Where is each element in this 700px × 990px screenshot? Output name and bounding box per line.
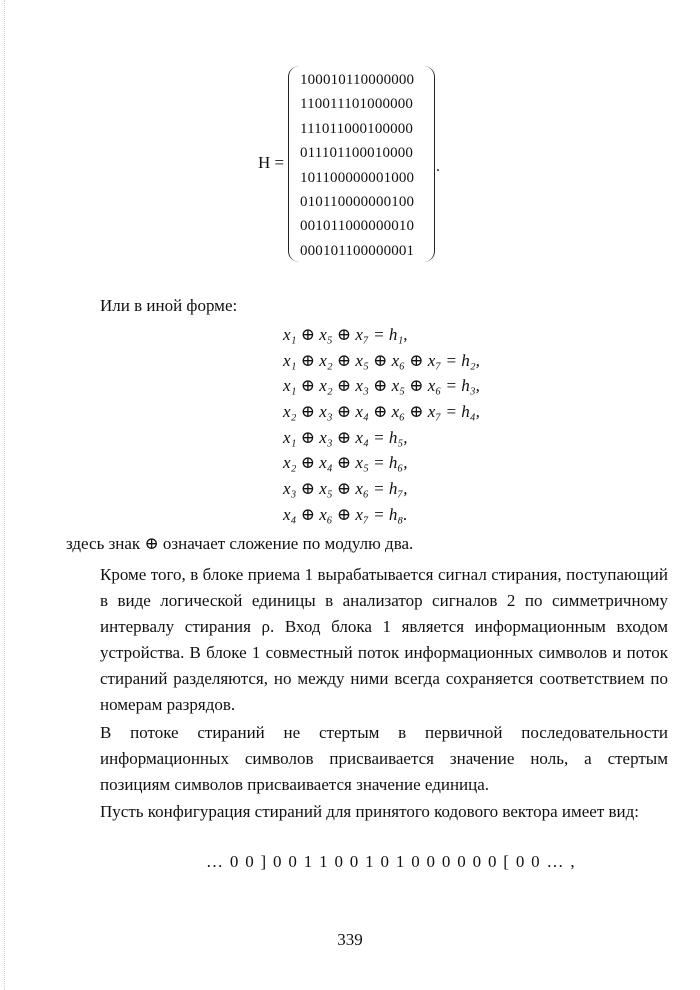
- matrix-row: 000101100000001: [300, 242, 415, 259]
- parity-check-matrix: [258, 62, 458, 266]
- matrix-row: 101100000001000: [300, 169, 415, 186]
- matrix-rows: [300, 68, 414, 263]
- equation: x₁ ⊕ x₂ ⊕ x₃ ⊕ x₅ ⊕ x₆ = h₃,: [283, 376, 480, 396]
- equation: x₁ ⊕ x₅ ⊕ x₇ = h₁,: [283, 325, 408, 344]
- paragraph: Кроме того, в блоке приема 1 вырабатывается сигнал стирания, поступающий в виде логической единицы в анализатор сигналов 2 по симметричному интервалу стирания ρ. Вход блока 1 является информационным входом устройства. В блоке 1 совместный поток информационных символов и поток стираний разделяются, но между ними всегда сохраняется соответствием по номерам разрядов.: [100, 565, 668, 714]
- matrix-row: 100010110000000: [300, 72, 415, 88]
- intro-text: Или в иной форме:: [100, 296, 238, 315]
- page-number: 339: [337, 930, 363, 949]
- equation: x₁ ⊕ x₂ ⊕ x₅ ⊕ x₆ ⊕ x₇ = h₂,: [283, 350, 480, 370]
- page-edge: [4, 0, 5, 990]
- equation: x₂ ⊕ x₃ ⊕ x₄ ⊕ x₆ ⊕ x₇ = h₄,: [283, 402, 480, 422]
- matrix-row: 010110000000100: [300, 193, 415, 210]
- xor-note: здесь знак ⊕ означает сложение по модулю два.: [66, 534, 414, 553]
- equation-system: [283, 322, 480, 528]
- equation: x₃ ⊕ x₅ ⊕ x₆ = h₇,: [283, 479, 408, 499]
- matrix-row: 001011000000010: [300, 218, 415, 235]
- matrix-row: 111011000100000: [300, 120, 414, 137]
- matrix-left-parenthesis: [288, 66, 299, 262]
- paragraph: Пусть конфигурация стираний для принятого кодового вектора имеет вид:: [100, 802, 640, 821]
- matrix-right-parenthesis: [424, 66, 435, 262]
- erasure-sequence: … 0 0 ] 0 0 1 1 0 0 1 0 1 0 0 0 0 0 0 [ 0 0 … ,: [206, 852, 576, 871]
- matrix-row: 011101100010000: [300, 145, 414, 162]
- matrix-row: 110011101000000: [300, 96, 414, 113]
- equation: x₄ ⊕ x₆ ⊕ x₇ = h₈.: [283, 504, 408, 524]
- equation: x₁ ⊕ x₃ ⊕ x₄ = h₅,: [283, 427, 408, 447]
- matrix-terminator: .: [436, 158, 440, 175]
- paragraph: В потоке стираний не стертым в первичной последовательности информационных символов присваивается значение ноль, а стертым позициям символов присваивается значение единица.: [100, 723, 668, 794]
- equation: x₂ ⊕ x₄ ⊕ x₅ = h₆,: [283, 453, 408, 473]
- matrix-label: H =: [258, 153, 285, 172]
